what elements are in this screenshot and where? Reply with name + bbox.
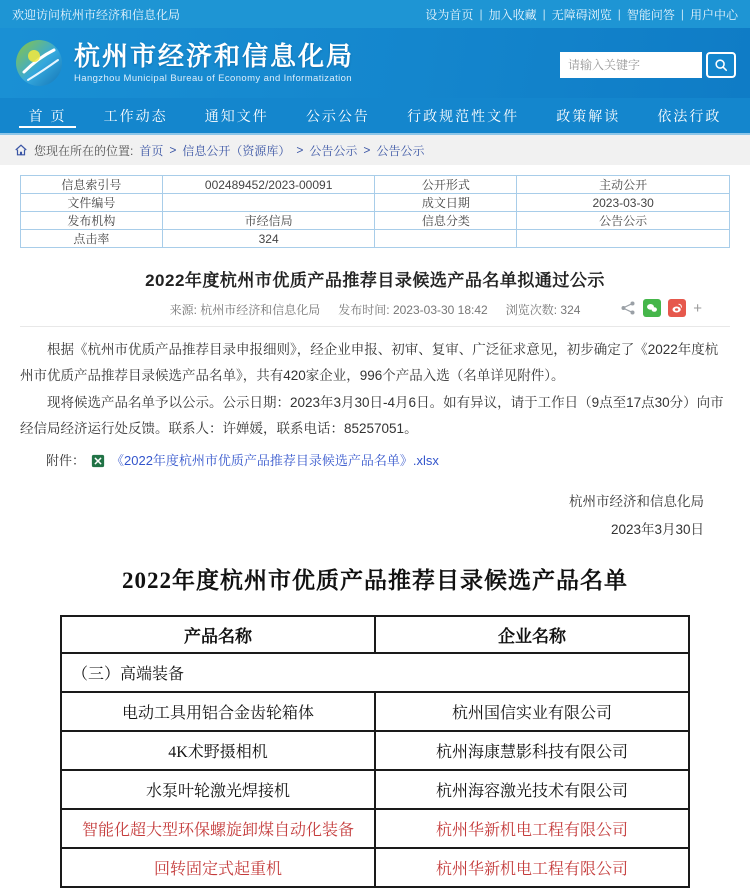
product-cell: 4K术野摄相机 bbox=[61, 731, 375, 770]
info-label: 点击率 bbox=[21, 230, 163, 248]
embedded-document bbox=[20, 562, 730, 888]
pubtime-value: 2023-03-30 18:42 bbox=[392, 303, 488, 317]
company-cell: 杭州海容激光技术有限公司 bbox=[375, 770, 689, 809]
info-value bbox=[517, 230, 730, 248]
home-icon bbox=[14, 143, 28, 157]
info-value: 主动公开 bbox=[517, 176, 730, 194]
company-cell: 杭州海康慧影科技有限公司 bbox=[375, 731, 689, 770]
nav-work-news[interactable]: 工作动态 bbox=[103, 107, 168, 124]
topbar-separator: | bbox=[680, 7, 684, 21]
topbar-separator: | bbox=[542, 7, 546, 21]
excel-file-icon bbox=[91, 454, 105, 468]
info-label: 文件编号 bbox=[21, 194, 163, 212]
info-value: 2023-03-30 bbox=[517, 194, 730, 212]
main-nav bbox=[0, 98, 750, 135]
info-value: 公告公示 bbox=[517, 212, 730, 230]
section-label: （三）高端装备 bbox=[61, 653, 689, 692]
nav-law-admin[interactable]: 依法行政 bbox=[657, 107, 722, 124]
info-label: 公开形式 bbox=[375, 176, 517, 194]
source-value: 杭州市经济和信息化局 bbox=[200, 303, 321, 317]
nav-policy-interpretation[interactable]: 政策解读 bbox=[556, 107, 621, 124]
table-row bbox=[21, 230, 730, 248]
breadcrumb-notice-2[interactable]: 公告公示 bbox=[376, 143, 425, 158]
breadcrumb-notice[interactable]: 公告公示 bbox=[309, 143, 358, 158]
nav-notice-docs[interactable]: 通知文件 bbox=[204, 107, 269, 124]
nav-public-notice[interactable]: 公示公告 bbox=[305, 107, 370, 124]
info-value: 002489452/2023-00091 bbox=[162, 176, 375, 194]
site-title: 杭州市经济和信息化局 bbox=[74, 41, 355, 72]
info-value: 324 bbox=[162, 230, 375, 248]
table-row-highlighted bbox=[61, 809, 689, 848]
search-button[interactable] bbox=[706, 52, 736, 78]
breadcrumb-info-disclosure[interactable]: 信息公开（资源库） bbox=[182, 143, 291, 158]
document-info-table bbox=[20, 175, 730, 248]
table-row bbox=[61, 731, 689, 770]
page-title: 2022年度杭州市优质产品推荐目录候选产品名单拟通过公示 bbox=[145, 271, 605, 290]
table-section-row bbox=[61, 653, 689, 692]
product-cell: 电动工具用铝合金齿轮箱体 bbox=[61, 692, 375, 731]
search-input[interactable] bbox=[560, 52, 702, 78]
link-accessibility[interactable]: 无障碍浏览 bbox=[551, 7, 612, 22]
product-cell: 水泵叶轮激光焊接机 bbox=[61, 770, 375, 809]
site-logo-icon[interactable] bbox=[14, 38, 64, 88]
share-more-icon[interactable]: + bbox=[693, 299, 702, 317]
link-set-homepage[interactable]: 设为首页 bbox=[425, 7, 474, 22]
col-header-product: 产品名称 bbox=[61, 616, 375, 653]
table-row bbox=[21, 212, 730, 230]
top-utility-bar bbox=[0, 0, 750, 28]
attachment-label: 附件： bbox=[46, 453, 86, 469]
company-cell: 杭州华新机电工程有限公司 bbox=[375, 848, 689, 887]
nav-regulatory-docs[interactable]: 行政规范性文件 bbox=[407, 107, 520, 124]
product-cell: 回转固定式起重机 bbox=[61, 848, 375, 887]
link-add-favorite[interactable]: 加入收藏 bbox=[488, 7, 537, 22]
article-signature bbox=[20, 488, 730, 545]
source-label: 来源: bbox=[169, 303, 197, 317]
paragraph: 根据《杭州市优质产品推荐目录申报细则》，经企业申报、初审、复审、广泛征求意见，初步确定了《2022年度杭州市优质产品推荐目录候选产品名单》，共有420家企业，996个产品入选（名单详见附件）。 bbox=[20, 342, 719, 384]
info-label: 发布机构 bbox=[21, 212, 163, 230]
table-row bbox=[61, 692, 689, 731]
site-search bbox=[560, 52, 736, 78]
info-label: 信息分类 bbox=[375, 212, 517, 230]
table-row-highlighted bbox=[61, 848, 689, 887]
breadcrumb-prefix: 您现在所在的位置: bbox=[34, 143, 134, 158]
table-row bbox=[21, 176, 730, 194]
breadcrumb-separator: > bbox=[363, 143, 371, 157]
table-row bbox=[21, 194, 730, 212]
company-cell: 杭州国信实业有限公司 bbox=[375, 692, 689, 731]
breadcrumb bbox=[0, 135, 750, 165]
signature-org: 杭州市经济和信息化局 bbox=[569, 493, 704, 509]
breadcrumb-separator: > bbox=[296, 143, 304, 157]
info-label: 信息索引号 bbox=[21, 176, 163, 194]
wechat-share-icon[interactable] bbox=[643, 299, 661, 317]
views-value: 324 bbox=[560, 303, 581, 317]
info-value: 市经信局 bbox=[162, 212, 375, 230]
views-label: 浏览次数: bbox=[505, 303, 558, 317]
link-smart-qa[interactable]: 智能问答 bbox=[626, 7, 675, 22]
info-value bbox=[162, 194, 375, 212]
paragraph: 现将候选产品名单予以公示。公示日期：2023年3月30日-4月6日。如有异议，请于工作日（9点至17点30分）向市经信局经济运行处反馈。联系人：许婵媛，联系电话：85257051。 bbox=[20, 394, 724, 436]
site-banner bbox=[0, 28, 750, 98]
share-bar bbox=[620, 299, 702, 317]
signature-date: 2023年3月30日 bbox=[610, 521, 704, 537]
topbar-separator: | bbox=[479, 7, 483, 21]
welcome-text: 欢迎访问杭州市经济和信息化局 bbox=[12, 7, 181, 22]
article-body bbox=[20, 337, 730, 474]
link-user-center[interactable]: 用户中心 bbox=[689, 7, 738, 22]
site-subtitle: Hangzhou Municipal Bureau of Economy and Informatization bbox=[74, 72, 352, 84]
table-header-row bbox=[61, 616, 689, 653]
topbar-separator: | bbox=[617, 7, 621, 21]
info-label: 成文日期 bbox=[375, 194, 517, 212]
document-title: 2022年度杭州市优质产品推荐目录候选产品名单 bbox=[122, 568, 628, 594]
share-icon[interactable] bbox=[620, 300, 636, 316]
company-cell: 杭州华新机电工程有限公司 bbox=[375, 809, 689, 848]
article-meta bbox=[20, 301, 730, 327]
search-icon bbox=[714, 58, 728, 72]
breadcrumb-home[interactable]: 首页 bbox=[139, 143, 164, 158]
weibo-share-icon[interactable] bbox=[668, 299, 686, 317]
product-cell: 智能化超大型环保螺旋卸煤自动化装备 bbox=[61, 809, 375, 848]
table-row bbox=[61, 770, 689, 809]
nav-home[interactable]: 首 页 bbox=[15, 98, 81, 133]
product-list-table bbox=[60, 615, 690, 888]
col-header-company: 企业名称 bbox=[375, 616, 689, 653]
attachment-link[interactable]: 《2022年度杭州市优质产品推荐目录候选产品名单》.xlsx bbox=[111, 453, 439, 469]
pubtime-label: 发布时间: bbox=[338, 303, 390, 317]
info-label bbox=[375, 230, 517, 248]
breadcrumb-separator: > bbox=[169, 143, 177, 157]
